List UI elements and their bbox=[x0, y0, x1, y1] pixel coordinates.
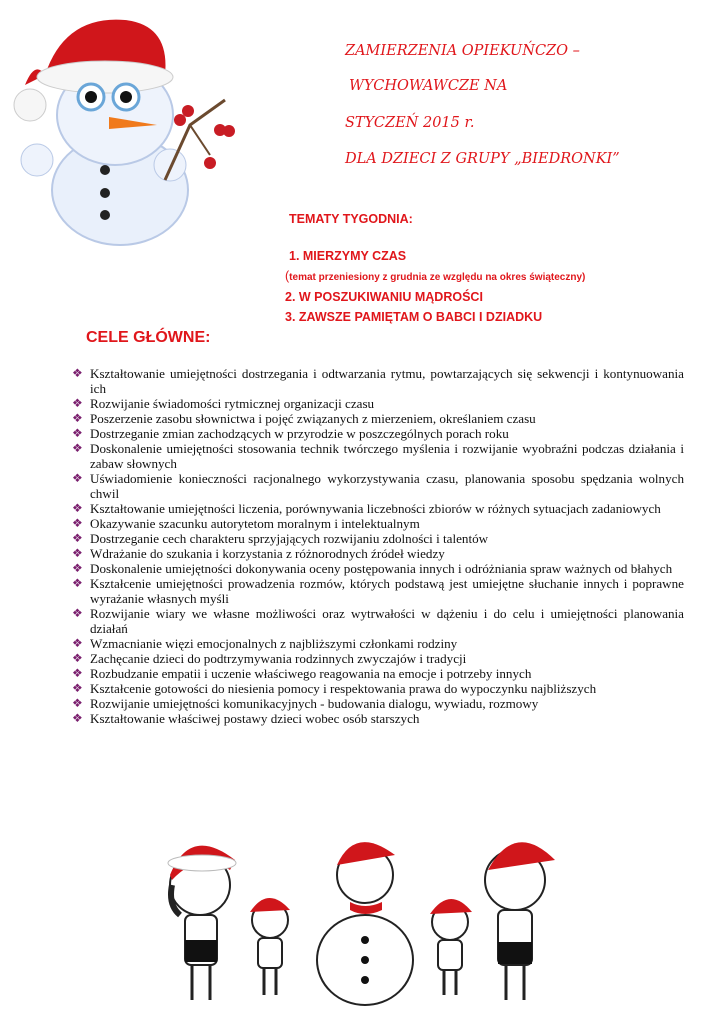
diamond-bullet-icon: ❖ bbox=[72, 441, 83, 455]
goal-text: Dostrzeganie zmian zachodzących w przyrodzie w poszczególnych porach roku bbox=[90, 426, 509, 441]
goal-item bbox=[72, 636, 684, 651]
diamond-bullet-icon: ❖ bbox=[72, 606, 83, 620]
diamond-bullet-icon: ❖ bbox=[72, 471, 83, 485]
goal-text: Wzmacnianie więzi emocjonalnych z najbliższymi członkami rodziny bbox=[90, 636, 458, 651]
diamond-bullet-icon: ❖ bbox=[72, 501, 83, 515]
goal-item bbox=[72, 501, 684, 516]
goal-item bbox=[72, 426, 684, 441]
goal-text: Zachęcanie dzieci do podtrzymywania rodzinnych zwyczajów i tradycji bbox=[90, 651, 467, 666]
diamond-bullet-icon: ❖ bbox=[72, 696, 83, 710]
diamond-bullet-icon: ❖ bbox=[72, 681, 83, 695]
topic-item-2: 2. W POSZUKIWANIU MĄDROŚCI bbox=[285, 290, 483, 304]
goal-text: Kształtowanie umiejętności liczenia, porównywania liczebności zbiorów w różnych sytuacjach zadaniowych bbox=[90, 501, 661, 516]
goal-text: Doskonalenie umiejętności dokonywania oceny postępowania innych i odróżniania spraw ważnych od błahych bbox=[90, 561, 673, 576]
goal-item bbox=[72, 396, 684, 411]
goal-item bbox=[72, 561, 684, 576]
goal-text: Uświadomienie konieczności racjonalnego wykorzystywania czasu, planowania sposobu spędzania wolnych chwil bbox=[90, 471, 684, 501]
goal-text: Poszerzenie zasobu słownictwa i pojęć związanych z mierzeniem, określaniem czasu bbox=[90, 411, 536, 426]
goal-item bbox=[72, 471, 684, 501]
diamond-bullet-icon: ❖ bbox=[72, 411, 83, 425]
diamond-bullet-icon: ❖ bbox=[72, 651, 83, 665]
diamond-bullet-icon: ❖ bbox=[72, 546, 83, 560]
goal-item bbox=[72, 441, 684, 471]
goal-item bbox=[72, 366, 684, 396]
goal-item bbox=[72, 651, 684, 666]
goal-text: Kształtowanie umiejętności dostrzegania i odtwarzania rytmu, powtarzających się sekwencji i kontynuowania ich bbox=[90, 366, 684, 396]
goal-text: Kształtowanie właściwej postawy dzieci wobec osób starszych bbox=[90, 711, 420, 726]
goal-text: Rozbudzanie empatii i uczenie właściwego reagowania na emocje i potrzeby innych bbox=[90, 666, 532, 681]
family-snowman-illustration bbox=[150, 830, 570, 1010]
goal-text: Rozwijanie umiejętności komunikacyjnych - budowania dialogu, wywiadu, rozmowy bbox=[90, 696, 539, 711]
goal-item bbox=[72, 666, 684, 681]
goal-text: Kształcenie umiejętności prowadzenia rozmów, których podstawą jest umiejętne słuchanie innych i poprawne wyrażanie własnych myśli bbox=[90, 576, 684, 606]
diamond-bullet-icon: ❖ bbox=[72, 711, 83, 725]
topic-note bbox=[285, 269, 585, 283]
diamond-bullet-icon: ❖ bbox=[72, 531, 83, 545]
diamond-bullet-icon: ❖ bbox=[72, 426, 83, 440]
title-line-1: ZAMIERZENIA OPIEKUŃCZO – bbox=[345, 43, 580, 59]
goals-list bbox=[72, 366, 684, 726]
goal-item bbox=[72, 606, 684, 636]
topic-item-3: 3. ZAWSZE PAMIĘTAM O BABCI I DZIADKU bbox=[285, 310, 543, 324]
diamond-bullet-icon: ❖ bbox=[72, 576, 83, 590]
title-line-2: WYCHOWAWCZE NA bbox=[349, 78, 508, 94]
goal-text: Rozwijanie wiary we własne możliwości oraz wytrwałości w dążeniu i do celu i umiejętności planowania działań bbox=[90, 606, 684, 636]
topic-note-paren: ( bbox=[285, 269, 290, 283]
goal-text: Doskonalenie umiejętności stosowania technik twórczego myślenia i rozwijanie wyobraźni podczas działania i zabaw słownych bbox=[90, 441, 684, 471]
goal-text: Rozwijanie świadomości rytmicznej organizacji czasu bbox=[90, 396, 375, 411]
goal-item bbox=[72, 576, 684, 606]
topic-item-1: 1. MIERZYMY CZAS bbox=[289, 249, 407, 263]
goal-text: Okazywanie szacunku autorytetom moralnym i intelektualnym bbox=[90, 516, 420, 531]
topics-heading: TEMATY TYGODNIA: bbox=[289, 212, 413, 226]
goal-item bbox=[72, 711, 684, 726]
goal-text: Kształcenie gotowości do niesienia pomocy i respektowania prawa do wypoczynku najbliższych bbox=[90, 681, 597, 696]
diamond-bullet-icon: ❖ bbox=[72, 666, 83, 680]
goal-item bbox=[72, 696, 684, 711]
goal-item bbox=[72, 546, 684, 561]
diamond-bullet-icon: ❖ bbox=[72, 516, 83, 530]
diamond-bullet-icon: ❖ bbox=[72, 396, 83, 410]
diamond-bullet-icon: ❖ bbox=[72, 636, 83, 650]
diamond-bullet-icon: ❖ bbox=[72, 561, 83, 575]
goal-text: Wdrażanie do szukania i korzystania z różnorodnych źródeł wiedzy bbox=[90, 546, 445, 561]
diamond-bullet-icon: ❖ bbox=[72, 366, 83, 380]
goal-item bbox=[72, 516, 684, 531]
goals-heading: CELE GŁÓWNE: bbox=[86, 329, 211, 346]
snowman-illustration bbox=[5, 5, 250, 250]
title-line-3: STYCZEŃ 2015 r. bbox=[345, 115, 475, 131]
title-line-4: DLA DZIECI Z GRUPY „BIEDRONKI” bbox=[345, 151, 620, 167]
goal-item bbox=[72, 681, 684, 696]
goal-text: Dostrzeganie cech charakteru sprzyjających rozwijaniu zdolności i talentów bbox=[90, 531, 489, 546]
goal-item bbox=[72, 411, 684, 426]
topic-note-text: temat przeniesiony z grudnia ze względu na okres świąteczny) bbox=[289, 272, 586, 283]
goal-item bbox=[72, 531, 684, 546]
